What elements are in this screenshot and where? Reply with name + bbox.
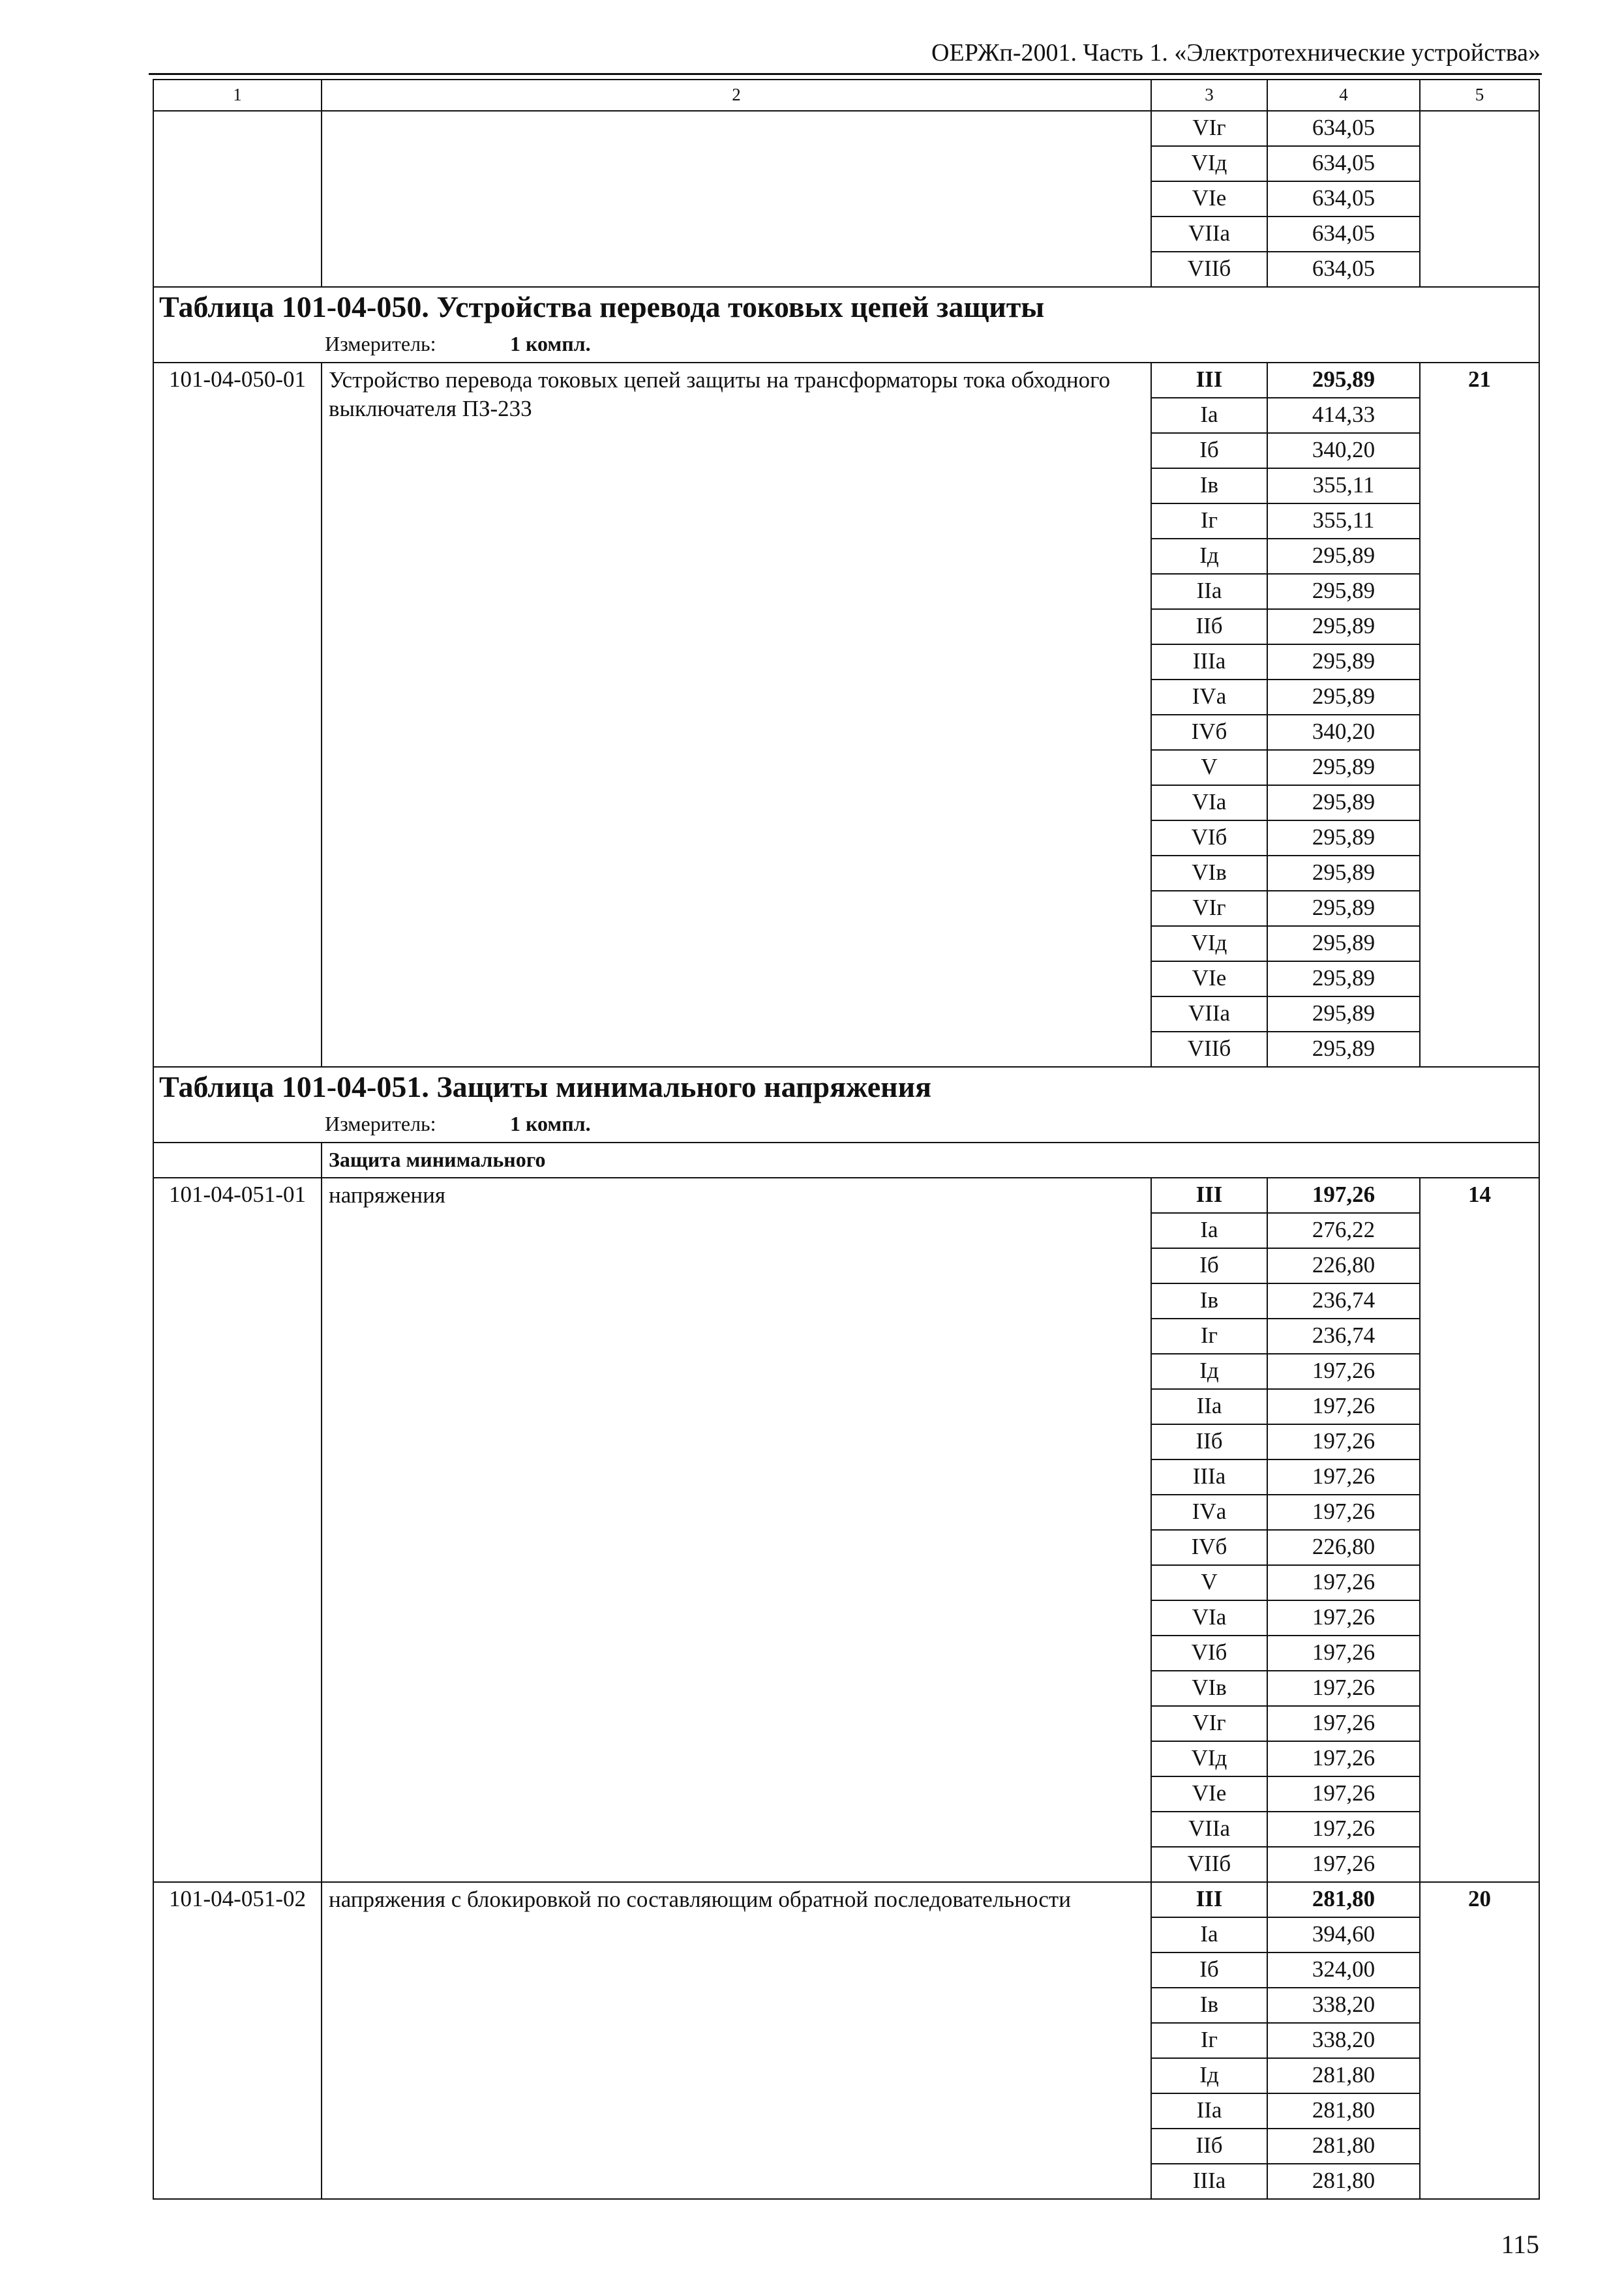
zone-cell: IVа	[1151, 680, 1267, 715]
price-cell: 295,89	[1267, 891, 1420, 926]
price-cell: 340,20	[1267, 715, 1420, 750]
price-cell: 295,89	[1267, 680, 1420, 715]
zone-cell: VIа	[1151, 1600, 1267, 1636]
zone-cell: Iв	[1151, 1988, 1267, 2023]
zone-cell: IVб	[1151, 1530, 1267, 1565]
price-cell: 634,05	[1267, 146, 1420, 181]
group-label: Защита минимального	[322, 1143, 1539, 1178]
rate-cell: 21	[1420, 363, 1539, 1067]
zone-cell: V	[1151, 1565, 1267, 1600]
table-title-row	[153, 1067, 1539, 1108]
zone-cell: Iд	[1151, 539, 1267, 574]
rate-cell: 20	[1420, 1882, 1539, 2199]
column-number: 5	[1420, 80, 1539, 111]
column-number: 1	[153, 80, 322, 111]
price-cell: 281,80	[1267, 1882, 1420, 1917]
price-cell: 338,20	[1267, 2023, 1420, 2058]
price-cell: 281,80	[1267, 2058, 1420, 2093]
price-cell: 197,26	[1267, 1812, 1420, 1847]
price-cell: 197,26	[1267, 1706, 1420, 1741]
price-cell: 281,80	[1267, 2129, 1420, 2164]
price-cell: 338,20	[1267, 1988, 1420, 2023]
price-cell: 197,26	[1267, 1354, 1420, 1389]
price-cell: 340,20	[1267, 433, 1420, 468]
price-table	[153, 79, 1540, 2200]
header-divider	[149, 73, 1542, 75]
unit-label: Измеритель:	[325, 332, 436, 355]
zone-cell: Iд	[1151, 1354, 1267, 1389]
column-number: 2	[322, 80, 1151, 111]
zone-cell: VIб	[1151, 1636, 1267, 1671]
table-row	[153, 1882, 1539, 1917]
price-cell: 197,26	[1267, 1495, 1420, 1530]
zone-cell: VIб	[1151, 820, 1267, 856]
zone-cell: Iд	[1151, 2058, 1267, 2093]
price-cell: 295,89	[1267, 996, 1420, 1032]
zone-cell: VIIб	[1151, 1032, 1267, 1067]
table-title: Таблица 101-04-050. Устройства перевода токовых цепей защиты	[153, 287, 1539, 328]
zone-cell: IIIа	[1151, 644, 1267, 680]
price-cell: 295,89	[1267, 644, 1420, 680]
zone-cell: Iб	[1151, 1248, 1267, 1283]
code-cell	[153, 111, 322, 287]
running-title: ОЕРЖп-2001. Часть 1. «Электротехнические устройства»	[931, 39, 1541, 67]
price-cell: 324,00	[1267, 1952, 1420, 1988]
zone-cell: VIг	[1151, 891, 1267, 926]
column-number: 3	[1151, 80, 1267, 111]
zone-cell: VIIа	[1151, 996, 1267, 1032]
table-row	[153, 111, 1539, 146]
zone-cell: Iа	[1151, 1213, 1267, 1248]
zone-cell: III	[1151, 1178, 1267, 1213]
zone-cell: III	[1151, 363, 1267, 398]
price-cell: 295,89	[1267, 363, 1420, 398]
zone-cell: VIе	[1151, 181, 1267, 217]
price-cell: 295,89	[1267, 574, 1420, 609]
price-cell: 355,11	[1267, 503, 1420, 539]
price-cell: 226,80	[1267, 1530, 1420, 1565]
table-row	[153, 1178, 1539, 1213]
zone-cell: V	[1151, 750, 1267, 785]
price-cell: 226,80	[1267, 1248, 1420, 1283]
price-cell: 197,26	[1267, 1600, 1420, 1636]
price-cell: 295,89	[1267, 856, 1420, 891]
zone-cell: Iв	[1151, 468, 1267, 503]
code-cell: 101-04-051-01	[153, 1178, 322, 1882]
rate-cell	[1420, 111, 1539, 287]
zone-cell: VIIа	[1151, 217, 1267, 252]
zone-cell: VIг	[1151, 111, 1267, 146]
zone-cell: VIIб	[1151, 1847, 1267, 1882]
zone-cell: Iб	[1151, 1952, 1267, 1988]
price-cell: 295,89	[1267, 1032, 1420, 1067]
zone-cell: VIе	[1151, 961, 1267, 996]
price-cell: 236,74	[1267, 1283, 1420, 1319]
price-cell: 281,80	[1267, 2093, 1420, 2129]
price-cell: 414,33	[1267, 398, 1420, 433]
price-cell: 281,80	[1267, 2164, 1420, 2199]
rate-cell: 14	[1420, 1178, 1539, 1882]
page-number: 115	[1501, 2230, 1539, 2259]
price-cell: 276,22	[1267, 1213, 1420, 1248]
unit-cell	[153, 328, 1539, 363]
price-cell: 197,26	[1267, 1671, 1420, 1706]
description-cell: напряжения с блокировкой по составляющим обратной последовательности	[322, 1882, 1151, 2199]
column-number-row	[153, 80, 1539, 111]
zone-cell: IIб	[1151, 2129, 1267, 2164]
zone-cell: IVа	[1151, 1495, 1267, 1530]
zone-cell: IIа	[1151, 574, 1267, 609]
unit-value: 1 компл.	[510, 1112, 591, 1135]
column-number: 4	[1267, 80, 1420, 111]
description-cell: напряжения	[322, 1178, 1151, 1882]
price-cell: 634,05	[1267, 111, 1420, 146]
price-cell: 197,26	[1267, 1178, 1420, 1213]
code-cell: 101-04-050-01	[153, 363, 322, 1067]
price-cell: 295,89	[1267, 785, 1420, 820]
zone-cell: IIа	[1151, 1389, 1267, 1424]
price-cell: 197,26	[1267, 1741, 1420, 1776]
zone-cell: IIа	[1151, 2093, 1267, 2129]
zone-cell: VIг	[1151, 1706, 1267, 1741]
unit-label: Измеритель:	[325, 1112, 436, 1135]
zone-cell: VIа	[1151, 785, 1267, 820]
zone-cell: Iб	[1151, 433, 1267, 468]
table-title: Таблица 101-04-051. Защиты минимального напряжения	[153, 1067, 1539, 1108]
zone-cell: IIIа	[1151, 2164, 1267, 2199]
group-code-cell	[153, 1143, 322, 1178]
zone-cell: Iг	[1151, 2023, 1267, 2058]
zone-cell: Iг	[1151, 503, 1267, 539]
price-cell: 295,89	[1267, 926, 1420, 961]
zone-cell: VIе	[1151, 1776, 1267, 1812]
price-cell: 197,26	[1267, 1459, 1420, 1495]
zone-cell: IIб	[1151, 1424, 1267, 1459]
price-cell: 355,11	[1267, 468, 1420, 503]
price-cell: 394,60	[1267, 1917, 1420, 1952]
price-cell: 295,89	[1267, 820, 1420, 856]
price-cell: 295,89	[1267, 609, 1420, 644]
zone-cell: VIIа	[1151, 1812, 1267, 1847]
price-cell: 295,89	[1267, 961, 1420, 996]
price-cell: 197,26	[1267, 1424, 1420, 1459]
group-row	[153, 1143, 1539, 1178]
price-cell: 197,26	[1267, 1847, 1420, 1882]
code-cell: 101-04-051-02	[153, 1882, 322, 2199]
price-cell: 634,05	[1267, 181, 1420, 217]
zone-cell: VIв	[1151, 856, 1267, 891]
unit-row	[153, 1108, 1539, 1143]
table-title-row	[153, 287, 1539, 328]
zone-cell: Iа	[1151, 1917, 1267, 1952]
unit-value: 1 компл.	[510, 332, 591, 355]
zone-cell: Iв	[1151, 1283, 1267, 1319]
price-cell: 634,05	[1267, 217, 1420, 252]
zone-cell: VIд	[1151, 926, 1267, 961]
zone-cell: IIIа	[1151, 1459, 1267, 1495]
zone-cell: IIб	[1151, 609, 1267, 644]
zone-cell: VIд	[1151, 1741, 1267, 1776]
price-cell: 634,05	[1267, 252, 1420, 287]
zone-cell: VIIб	[1151, 252, 1267, 287]
zone-cell: VIд	[1151, 146, 1267, 181]
zone-cell: VIв	[1151, 1671, 1267, 1706]
unit-cell	[153, 1108, 1539, 1143]
table-row	[153, 363, 1539, 398]
zone-cell: IVб	[1151, 715, 1267, 750]
description-cell	[322, 111, 1151, 287]
price-cell: 197,26	[1267, 1389, 1420, 1424]
price-cell: 295,89	[1267, 750, 1420, 785]
unit-row	[153, 328, 1539, 363]
price-cell: 197,26	[1267, 1776, 1420, 1812]
price-cell: 197,26	[1267, 1636, 1420, 1671]
zone-cell: Iа	[1151, 398, 1267, 433]
price-cell: 295,89	[1267, 539, 1420, 574]
price-cell: 197,26	[1267, 1565, 1420, 1600]
zone-cell: III	[1151, 1882, 1267, 1917]
description-cell: Устройство перевода токовых цепей защиты на трансформаторы тока обходного выключателя ПЗ-233	[322, 363, 1151, 1067]
zone-cell: Iг	[1151, 1319, 1267, 1354]
price-cell: 236,74	[1267, 1319, 1420, 1354]
